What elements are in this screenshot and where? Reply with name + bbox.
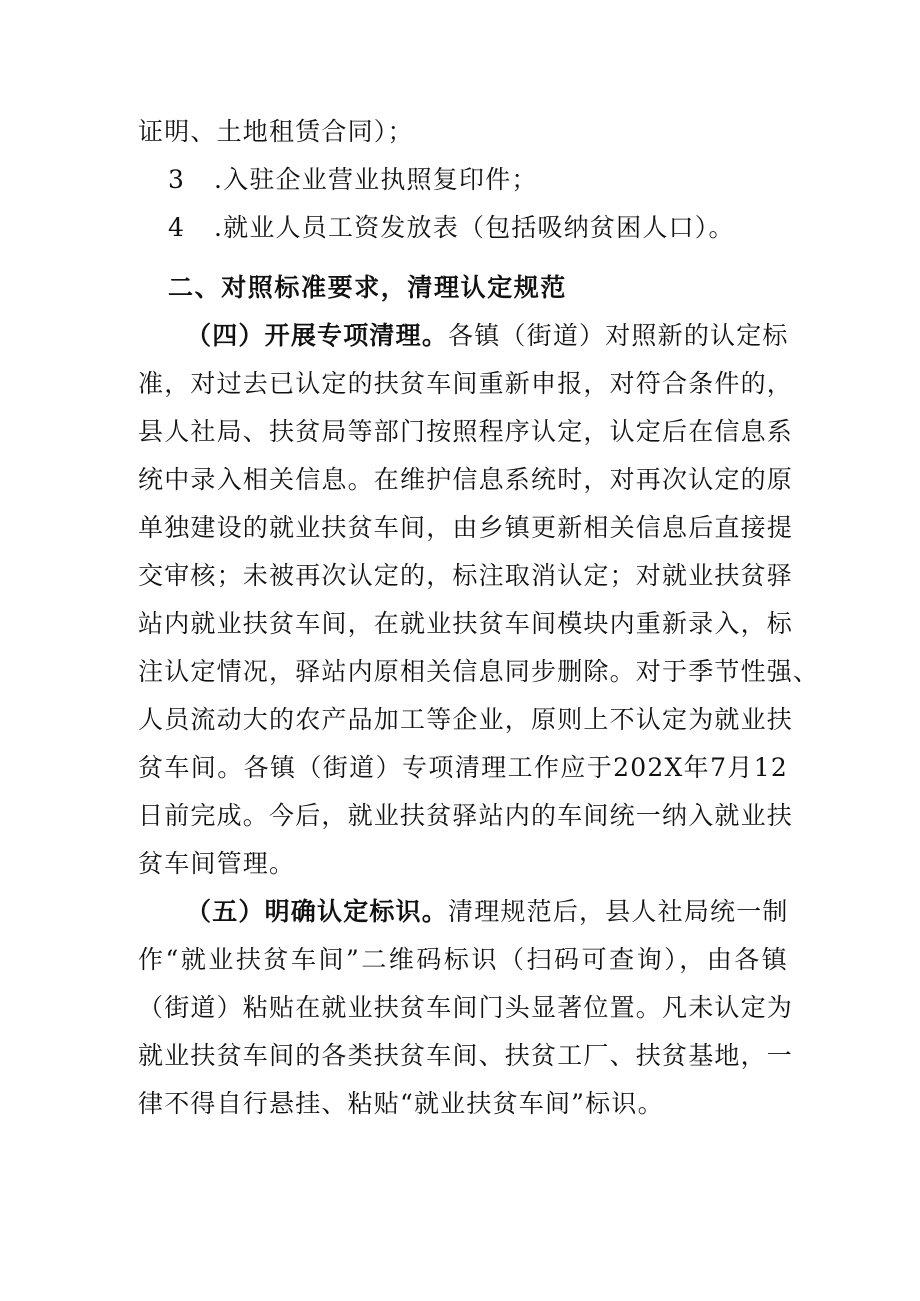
paragraph-line: （街道）粘贴在就业扶贫车间门头显著位置。凡未认定为 <box>138 993 794 1022</box>
paragraph-line: 县人社局、扶贫局等部门按照程序认定，认定后在信息系 <box>138 417 794 446</box>
list-item-number: 4 <box>168 213 186 242</box>
paragraph-label: 展专项清理。 <box>290 321 449 350</box>
paragraph-label: （四）开 <box>186 321 291 350</box>
paragraph-line: 人员流动大的农产品加工等企业，原则上不认定为就业扶 <box>138 705 794 734</box>
document-body <box>138 108 820 1128</box>
paragraph-line <box>138 312 788 360</box>
paragraph-line: 交审核；未被再次认定的，标注取消认定；对就业扶贫驿 <box>138 561 794 590</box>
paragraph-line: 贫车间。各镇（街道）专项清理工作应于202X年7月12 <box>138 753 788 782</box>
paragraph-line-text: 各镇（街道）对照新的认定标 <box>448 321 789 350</box>
paragraph-5 <box>138 888 794 1128</box>
section-heading: 二、对照标准要求，清理认定规范 <box>168 273 568 302</box>
list-item-4 <box>138 204 788 252</box>
list-item-text: .入驻企业营业执照复印件； <box>214 165 538 194</box>
list-item-number: 3 <box>168 165 186 194</box>
paragraph-line: 单独建设的就业扶贫车间，由乡镇更新相关信息后直接提 <box>138 513 794 542</box>
paragraph-line-text: 清理规范后，县人社局统一制 <box>448 897 789 926</box>
paragraph-line: 站内就业扶贫车间，在就业扶贫车间模块内重新录入，标 <box>138 609 794 638</box>
paragraph-line: 注认定情况，驿站内原相关信息同步删除。对于季节性强、 <box>138 657 820 686</box>
paragraph-line: 日前完成。今后，就业扶贫驿站内的车间统一纳入就业扶 <box>138 801 794 830</box>
paragraph-4 <box>138 312 820 888</box>
paragraph-line: 就业扶贫车间的各类扶贫车间、扶贫工厂、扶贫基地，一 <box>138 1041 794 1070</box>
list-item-text: .就业人员工资发放表（包括吸纳贫困人口）。 <box>214 213 735 242</box>
paragraph-line: 贫车间管理。 <box>138 849 296 878</box>
list-item-3 <box>138 156 788 204</box>
paragraph-line: 统中录入相关信息。在维护信息系统时，对再次认定的原 <box>138 465 794 494</box>
paragraph-label: （五）明确认定标识。 <box>186 897 449 926</box>
continued-text-line: 证明、土地租赁合同）； <box>138 117 414 146</box>
paragraph-line: 作“就业扶贫车间”二维码标识（扫码可查询），由各镇 <box>138 945 788 974</box>
paragraph-line <box>138 888 788 936</box>
paragraph-line: 律不得自行悬挂、粘贴“就业扶贫车间”标识。 <box>138 1089 664 1118</box>
paragraph-line: 准，对过去已认定的扶贫车间重新申报，对符合条件的， <box>138 369 794 398</box>
